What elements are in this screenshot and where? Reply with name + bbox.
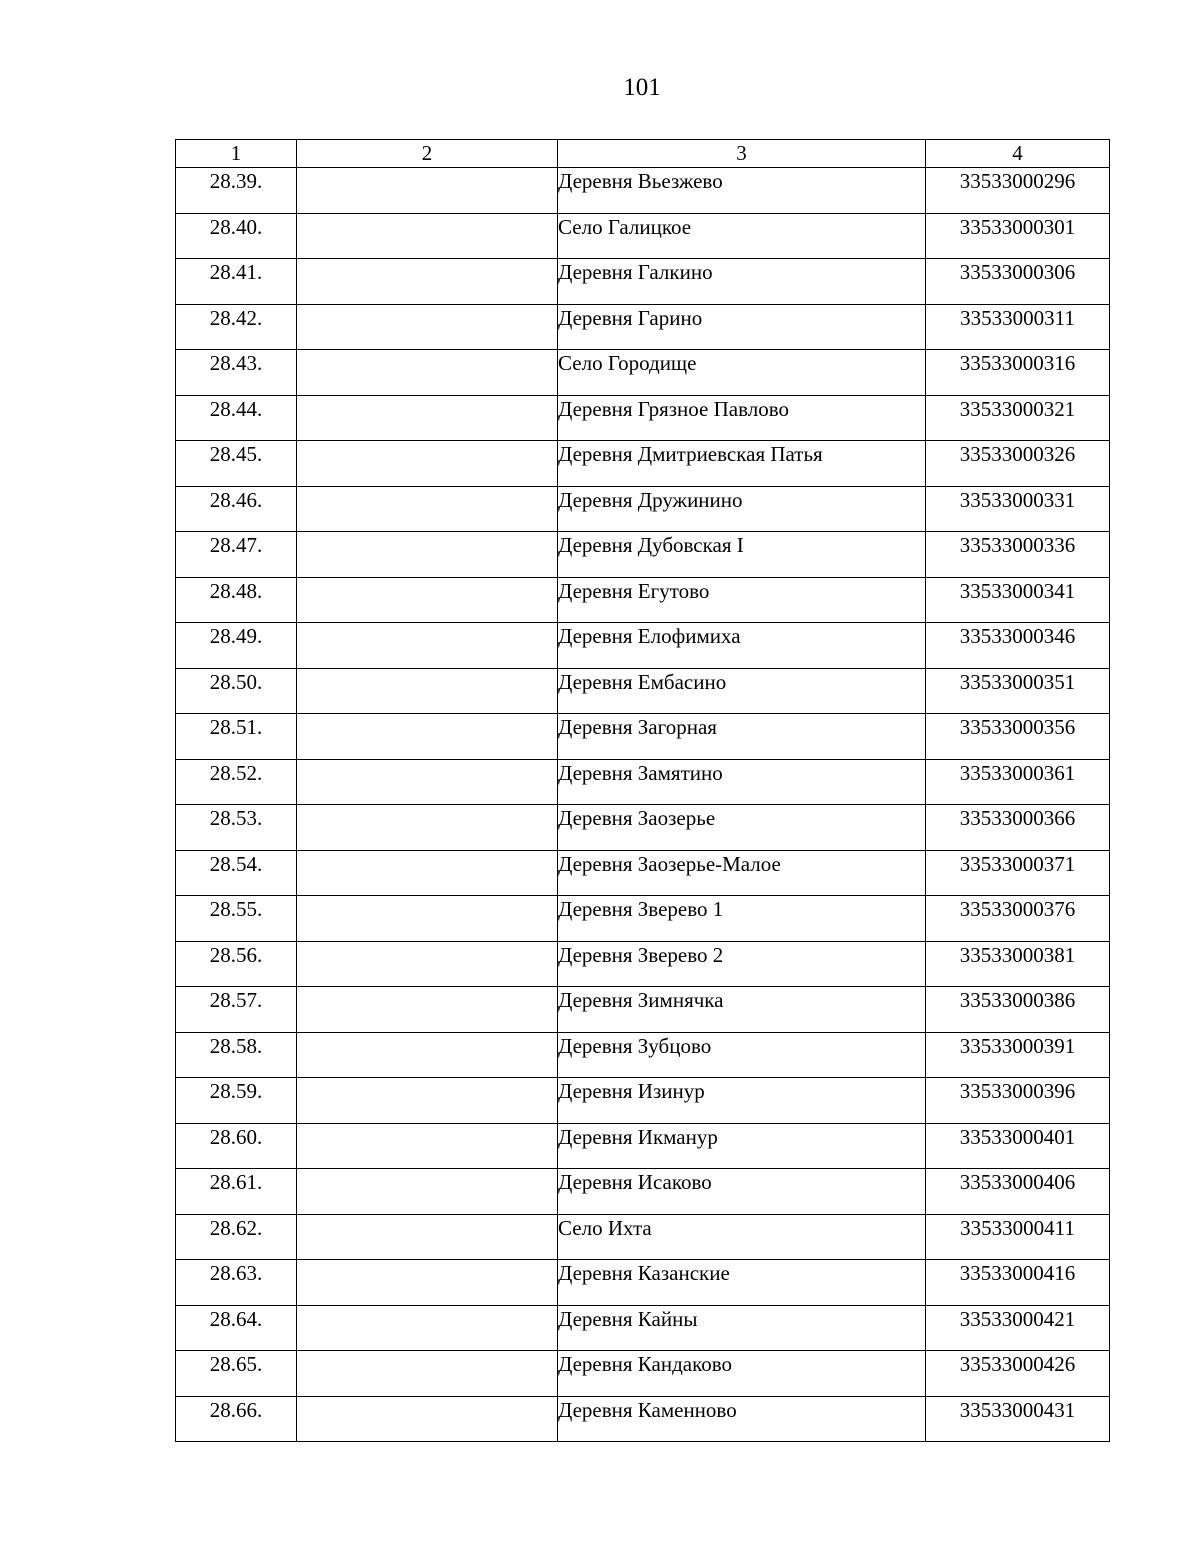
table-row: [176, 577, 1110, 623]
row-number-cell: 28.59.: [176, 1078, 297, 1124]
row-column-2-cell: [297, 1078, 558, 1124]
settlement-name-cell: Деревня Галкино: [558, 259, 926, 305]
row-number-cell: 28.62.: [176, 1214, 297, 1260]
table-row: [176, 1396, 1110, 1442]
settlement-code-cell: 33533000301: [926, 213, 1110, 259]
row-number-cell: 28.53.: [176, 805, 297, 851]
row-number-cell: 28.56.: [176, 941, 297, 987]
row-column-2-cell: [297, 668, 558, 714]
table-row: [176, 1169, 1110, 1215]
table-row: [176, 259, 1110, 305]
row-number-cell: 28.63.: [176, 1260, 297, 1306]
column-header-4: 4: [926, 140, 1110, 168]
row-column-2-cell: [297, 941, 558, 987]
table-row: [176, 395, 1110, 441]
table-header-row: [176, 140, 1110, 168]
table-row: [176, 1123, 1110, 1169]
row-number-cell: 28.43.: [176, 350, 297, 396]
settlement-name-cell: Деревня Зверево 2: [558, 941, 926, 987]
row-column-2-cell: [297, 395, 558, 441]
row-number-cell: 28.44.: [176, 395, 297, 441]
row-column-2-cell: [297, 350, 558, 396]
settlement-code-cell: 33533000416: [926, 1260, 1110, 1306]
row-number-cell: 28.54.: [176, 850, 297, 896]
settlement-code-cell: 33533000341: [926, 577, 1110, 623]
table-row: [176, 714, 1110, 760]
row-number-cell: 28.48.: [176, 577, 297, 623]
row-number-cell: 28.49.: [176, 623, 297, 669]
column-header-2: 2: [297, 140, 558, 168]
settlement-name-cell: Село Галицкое: [558, 213, 926, 259]
row-column-2-cell: [297, 987, 558, 1033]
settlement-name-cell: Деревня Зимнячка: [558, 987, 926, 1033]
settlement-name-cell: Деревня Икманур: [558, 1123, 926, 1169]
row-column-2-cell: [297, 1305, 558, 1351]
page-number: 101: [623, 74, 661, 101]
table-row: [176, 1032, 1110, 1078]
row-number-cell: 28.46.: [176, 486, 297, 532]
table-row: [176, 304, 1110, 350]
row-column-2-cell: [297, 714, 558, 760]
row-number-cell: 28.39.: [176, 168, 297, 214]
table-row: [176, 805, 1110, 851]
table-row: [176, 1078, 1110, 1124]
table-row: [176, 532, 1110, 578]
table-row: [176, 850, 1110, 896]
table-row: [176, 759, 1110, 805]
row-column-2-cell: [297, 259, 558, 305]
table-row: [176, 941, 1110, 987]
settlement-code-cell: 33533000361: [926, 759, 1110, 805]
table-row: [176, 1305, 1110, 1351]
row-number-cell: 28.50.: [176, 668, 297, 714]
column-header-1: 1: [176, 140, 297, 168]
settlement-code-cell: 33533000396: [926, 1078, 1110, 1124]
row-column-2-cell: [297, 896, 558, 942]
row-column-2-cell: [297, 532, 558, 578]
settlement-name-cell: Деревня Загорная: [558, 714, 926, 760]
settlement-code-cell: 33533000326: [926, 441, 1110, 487]
row-column-2-cell: [297, 1351, 558, 1397]
row-number-cell: 28.60.: [176, 1123, 297, 1169]
table-row: [176, 896, 1110, 942]
row-number-cell: 28.66.: [176, 1396, 297, 1442]
row-number-cell: 28.64.: [176, 1305, 297, 1351]
settlement-name-cell: Деревня Заозерье: [558, 805, 926, 851]
settlement-code-cell: 33533000296: [926, 168, 1110, 214]
row-column-2-cell: [297, 577, 558, 623]
settlement-name-cell: Деревня Вьезжево: [558, 168, 926, 214]
settlement-name-cell: Деревня Гарино: [558, 304, 926, 350]
row-column-2-cell: [297, 486, 558, 532]
settlement-code-cell: 33533000411: [926, 1214, 1110, 1260]
settlement-code-cell: 33533000406: [926, 1169, 1110, 1215]
table-body: [176, 168, 1110, 1442]
settlement-code-cell: 33533000366: [926, 805, 1110, 851]
row-column-2-cell: [297, 1032, 558, 1078]
settlement-code-cell: 33533000426: [926, 1351, 1110, 1397]
row-column-2-cell: [297, 623, 558, 669]
row-column-2-cell: [297, 1396, 558, 1442]
row-column-2-cell: [297, 441, 558, 487]
row-number-cell: 28.42.: [176, 304, 297, 350]
settlement-code-cell: 33533000351: [926, 668, 1110, 714]
row-number-cell: 28.40.: [176, 213, 297, 259]
settlements-table: [175, 139, 1110, 1442]
row-column-2-cell: [297, 168, 558, 214]
row-column-2-cell: [297, 213, 558, 259]
row-number-cell: 28.45.: [176, 441, 297, 487]
settlement-name-cell: Деревня Грязное Павлово: [558, 395, 926, 441]
table-row: [176, 623, 1110, 669]
row-number-cell: 28.65.: [176, 1351, 297, 1397]
settlement-code-cell: 33533000331: [926, 486, 1110, 532]
settlement-name-cell: Деревня Замятино: [558, 759, 926, 805]
table-row: [176, 350, 1110, 396]
row-column-2-cell: [297, 759, 558, 805]
row-column-2-cell: [297, 805, 558, 851]
row-column-2-cell: [297, 1123, 558, 1169]
settlement-code-cell: 33533000401: [926, 1123, 1110, 1169]
row-number-cell: 28.57.: [176, 987, 297, 1033]
table-row: [176, 668, 1110, 714]
column-header-3: 3: [558, 140, 926, 168]
settlement-name-cell: Деревня Дмитриевская Патья: [558, 441, 926, 487]
row-column-2-cell: [297, 1260, 558, 1306]
settlement-code-cell: 33533000376: [926, 896, 1110, 942]
row-number-cell: 28.52.: [176, 759, 297, 805]
settlement-code-cell: 33533000336: [926, 532, 1110, 578]
settlement-name-cell: Село Городище: [558, 350, 926, 396]
row-number-cell: 28.55.: [176, 896, 297, 942]
row-column-2-cell: [297, 304, 558, 350]
settlement-code-cell: 33533000306: [926, 259, 1110, 305]
row-number-cell: 28.61.: [176, 1169, 297, 1215]
row-column-2-cell: [297, 1169, 558, 1215]
row-number-cell: 28.51.: [176, 714, 297, 760]
table-row: [176, 213, 1110, 259]
settlement-name-cell: Деревня Исаково: [558, 1169, 926, 1215]
settlement-name-cell: Деревня Каменново: [558, 1396, 926, 1442]
settlement-code-cell: 33533000356: [926, 714, 1110, 760]
row-number-cell: 28.47.: [176, 532, 297, 578]
settlement-name-cell: Деревня Дубовская I: [558, 532, 926, 578]
settlement-code-cell: 33533000316: [926, 350, 1110, 396]
settlement-name-cell: Деревня Изинур: [558, 1078, 926, 1124]
settlement-name-cell: Деревня Зверево 1: [558, 896, 926, 942]
table-row: [176, 486, 1110, 532]
settlement-code-cell: 33533000386: [926, 987, 1110, 1033]
settlement-code-cell: 33533000431: [926, 1396, 1110, 1442]
settlement-name-cell: Деревня Казанские: [558, 1260, 926, 1306]
table-row: [176, 1351, 1110, 1397]
settlement-code-cell: 33533000321: [926, 395, 1110, 441]
row-number-cell: 28.58.: [176, 1032, 297, 1078]
row-column-2-cell: [297, 850, 558, 896]
settlement-name-cell: Деревня Кандаково: [558, 1351, 926, 1397]
settlement-name-cell: Деревня Дружинино: [558, 486, 926, 532]
settlement-code-cell: 33533000346: [926, 623, 1110, 669]
settlement-name-cell: Деревня Зубцово: [558, 1032, 926, 1078]
settlement-name-cell: Деревня Заозерье-Малое: [558, 850, 926, 896]
table-row: [176, 1214, 1110, 1260]
settlement-code-cell: 33533000421: [926, 1305, 1110, 1351]
settlement-code-cell: 33533000311: [926, 304, 1110, 350]
settlement-code-cell: 33533000371: [926, 850, 1110, 896]
settlement-name-cell: Село Ихта: [558, 1214, 926, 1260]
table-row: [176, 987, 1110, 1033]
settlement-name-cell: Деревня Елофимиха: [558, 623, 926, 669]
settlement-code-cell: 33533000391: [926, 1032, 1110, 1078]
table-row: [176, 1260, 1110, 1306]
settlement-name-cell: Деревня Кайны: [558, 1305, 926, 1351]
row-number-cell: 28.41.: [176, 259, 297, 305]
row-column-2-cell: [297, 1214, 558, 1260]
settlement-name-cell: Деревня Ембасино: [558, 668, 926, 714]
table-row: [176, 168, 1110, 214]
settlement-code-cell: 33533000381: [926, 941, 1110, 987]
table-row: [176, 441, 1110, 487]
settlement-name-cell: Деревня Егутово: [558, 577, 926, 623]
